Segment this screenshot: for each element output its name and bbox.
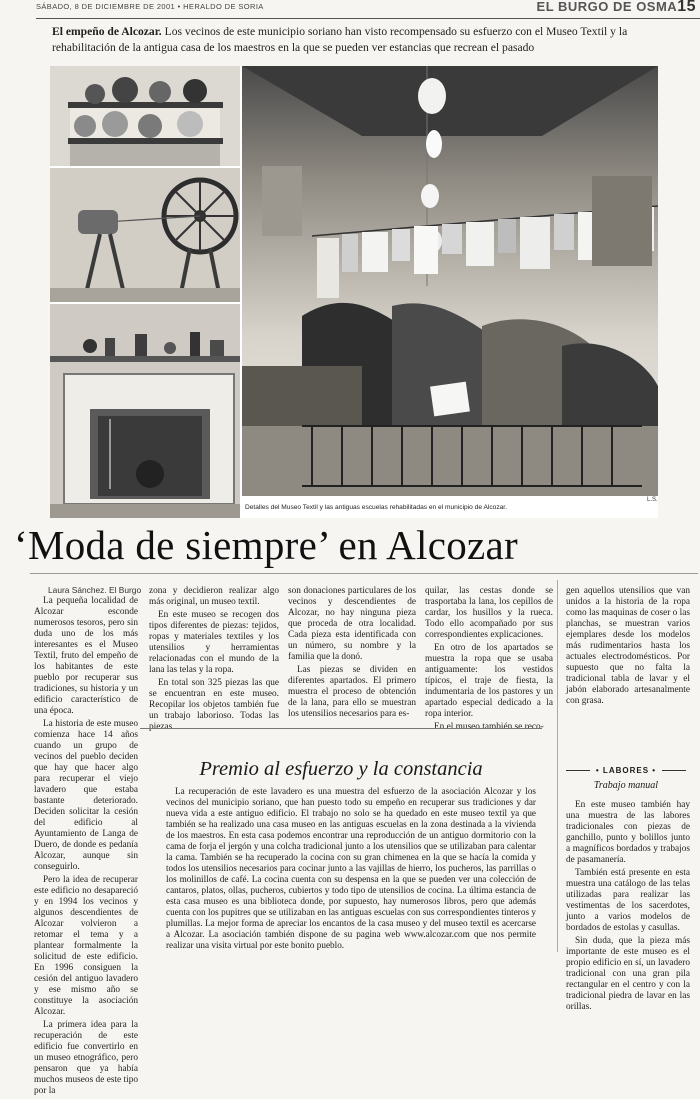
article-column-1 <box>34 596 138 1099</box>
paragraph: gen aquellos utensilios que van unidos a la historia de la ropa como las maquinas de coser o las planchas, se muestran varios ejemplares desde los modelos más rudimentarios hasta los actuales electrodomésticos. Por supuesto que no falta la tradicional tabla de lavar y el jabón elaborado artesanalmente con grasa. <box>566 586 690 706</box>
secondary-story-text: La recuperación de este lavadero es una muestra del esfuerzo de la asociación Alcozar y los vecinos del municipio soriano, que han puesto todo su empeño en recuperar sus tradiciones y dar nueva vida a este antiguo edificio. El trabajo no solo se ha quedado en este museo textil ya que también se ha realizado una casa museo en las antiguas escuelas en la zona destinada a la vivienda de los maestros. En esta casa podemos encontrar una reproducción de un antiguo dormitorio con la cama de forja el jergón y una colcha tradicional junto a los utensilios que se utilizaban para calentar la cama. También se ha recuperado la cocina con su gran chimenea en la que se hacía la comida y todos los utensilios necesarios para cocinar junto a las vajillas de hierro, los pucheros, las parrillas o los molinillos de café. La cocina cuenta con su despensa en la que se pueden ver una colección de cantaros, platos, ollas, pucheros, cubiertos y todo tipo de utensilios de cocina. La última estancia de esta casa museo es una biblioteca donde, por supuesto, hay numerosos libros, pero que además cuenta con los pupitres que se utilizaban en las antiguas escuelas con sus correspondientes tinteros y plumillas. La mejor forma de apreciar los encantos de la casa museo y del museo textil es acercarse a Alcozar. La asociación también dispone de su pagina web www.alcozar.com que nos permite realizar una visita virtual por este bonito pueblo. <box>166 786 536 950</box>
photo-museum-interior <box>242 66 658 518</box>
photo-plates <box>50 66 240 166</box>
page-number: 15 <box>677 0 696 15</box>
headline: ‘Moda de siempre’ en Alcozar <box>14 522 518 568</box>
paragraph: Sin duda, que la pieza más importante de este museo es el propio edificio en sí, un lavadero tradicional con una gran pila rectangular en el centro y con la tradicional piedra de lavar en las orillas. <box>566 936 690 1012</box>
page-header <box>36 0 700 19</box>
paragraph: son donaciones particulares de los vecinos y descendientes de Alcozar, no hay ninguna pieza que proceda de otra localidad. Cada pieza esta identificada con un número, su nombre y la familia que la donó. <box>288 586 416 662</box>
headline-rule <box>30 573 698 574</box>
paragraph: quilar, las cestas donde se trasportaba la lana, los cepillos de cardar, los husillos y la rueca. Todo ello acompañado por sus correspondientes explicaciones. <box>425 586 553 640</box>
paragraph: La primera idea para la recuperación de este edificio fue convertirlo en un museo etnográfico, pero pensaron que ya había muchos museos de este tipo por la <box>34 1020 138 1096</box>
photo-spinning-wheel <box>50 168 240 302</box>
article-column-2 <box>149 586 279 735</box>
paragraph: En total son 325 piezas las que se encuentran en este museo. Recopilar los objetos también fue un trabajo laborioso. Todas las piezas <box>149 678 279 732</box>
paragraph: En otro de los apartados se muestra la ropa que se usaba antiguamente: los vestidos típicos, el traje de fiesta, la indumentaria de los pastores y un apartado especial dedicado a la ropa interior. <box>425 643 553 719</box>
photo-fireplace <box>50 304 240 518</box>
paragraph: Pero la idea de recuperar este edificio no desapareció y en 1994 los vecinos y algunos descendientes de Alcozar volvieron a retomar el tema y a plantear formalmente la solicitud de este edificio. En 1996 consiguen la cesión del antiguo lavadero y ese mismo año se constituye la asociación Alcozar. <box>34 875 138 1017</box>
header-date: SÁBADO, 8 DE DICIEMBRE DE 2001 • HERALDO DE SORIA <box>36 2 264 11</box>
sidebar-label <box>566 766 686 775</box>
deck <box>52 24 672 55</box>
secondary-story-title: Premio al esfuerzo y la constancia <box>199 758 483 780</box>
paragraph: Las piezas se dividen en diferentes apartados. El primero muestra el proceso de obtención de la lana, para ello se muestran los utensilios necesarios para es- <box>288 665 416 719</box>
paragraph: En este museo se recogen dos tipos diferentes de piezas: tejidos, ropas y materiales textiles y los utensilios y herramientas relacionadas con el mundo de la lana las telas y la ropa. <box>149 610 279 675</box>
section-name: EL BURGO DE OSMA <box>536 0 678 14</box>
paragraph: También está presente en esta muestra una catálogo de las telas utilizadas para realizar las vestimentas de los sacerdotes, junto a varios modelos de bordados de estolas y casullas. <box>566 868 690 933</box>
sidebar-subtitle: Trabajo manual <box>593 780 659 791</box>
photo-montage <box>50 66 658 518</box>
paragraph: zona y decidieron realizar algo más original, un museo textil. <box>149 586 279 607</box>
article-column-3 <box>288 586 416 722</box>
paragraph: La historia de este museo comienza hace 14 años cuando un grupo de vecinos del pueblo deciden que hay que hacer algo para recuperar el viejo lavadero que estaba bastante deteriorado. Deciden solicitar la cesión del edificio al Ayuntamiento de Langa de Duero, de donde es pedanía Alcozar, aunque sin conseguirlo. <box>34 719 138 872</box>
sidebar-label-text: • LABORES • <box>590 766 662 775</box>
paragraph: La pequeña localidad de Alcozar esconde numerosos tesoros, pero sin duda uno de los más interesantes es el Museo Textil, fruto del empeño de los habitantes de este pueblo por recuperar sus tradiciones, su historia y un edificio característico de una época. <box>34 596 138 716</box>
deck-text: Los vecinos de este municipio soriano han visto recompensado su esfuerzo con el Museo Textil y la rehabilitación de la antigua casa de los maestros en la que se pueden ver estancias que recrean el pasado <box>52 25 628 54</box>
byline: Laura Sánchez. El Burgo <box>48 585 142 595</box>
article-column-5 <box>566 586 690 709</box>
deck-lead: El empeño de Alcozar. <box>52 25 162 38</box>
article-column-4 <box>425 586 553 735</box>
paragraph: En el museo también se reco- <box>434 722 544 732</box>
photo-caption: Detalles del Museo Textil y las antiguas escuelas rehabilitadas en el municipio de Alcozar. <box>245 504 507 511</box>
paragraph: En este museo también hay una muestra de las labores tradicionales con piezas de ganchillo, punto y bolillos junto a magníficos bordados y trabajos de pasamanería. <box>566 800 690 865</box>
photo-credit: L.S. <box>647 497 658 503</box>
header-section <box>537 0 696 16</box>
column-divider <box>557 580 558 952</box>
sidebar-column <box>566 800 690 1015</box>
